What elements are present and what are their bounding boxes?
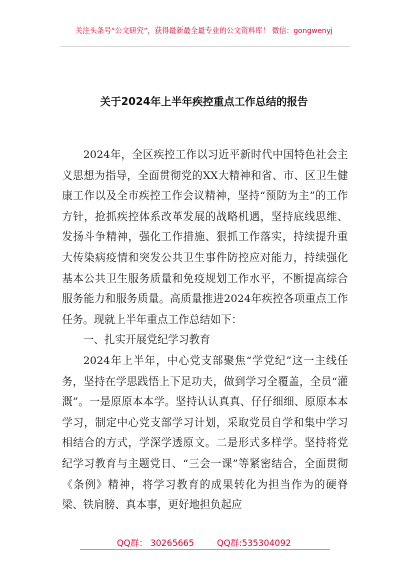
footer-qq-group-1: QQ群： 30265665: [116, 539, 195, 549]
paragraph-intro: 2024年，全区疾控工作以习近平新时代中国特色社会主义思想为指导，全面贯彻党的XX大精神和省、市、区卫生健康工作以及全市疾控工作会议精神，坚持“预防为主”的工作方针，抢抓疾控体系改革发展的战略机遇，坚持底线思维、发扬斗争精神，强化工作措施、狠抓工作落实，持续提升重大传染病疫情和突发公共卫生事件防控应对能力，持续强化基本公共卫生服务质量和免疫规划工作水平，不断提高综合服务能力和服务质量。高质量推进2024年疾控各项重点工作任务。现就上半年重点工作总结如下：: [62, 149, 348, 326]
footer-underline: [80, 549, 330, 550]
document-title: 关于2024年上半年疾控重点工作总结的报告: [100, 96, 308, 108]
section-heading-1: 一、扎实开展党纪学习教育: [83, 334, 211, 347]
footer-qq-group-2: QQ群:535304092: [216, 539, 292, 549]
document-body: [62, 145, 348, 516]
paragraph-section-1: 2024年上半年，中心党支部聚焦“学党纪”这一主线任务，坚持在学思践悟上下足功夫，做到学习全覆盖，全员“灌溉”。一是原原本本学。坚持认认真真、仔仔细细、原原本本学习，制定中心党支部学习计划，采取党员自学和集中学习相结合的方式，学深学透原文。二是形式多样学。坚持将党纪学习教育与主题党日、“三会一课”等紧密结合，全面贯彻《条例》精神，将学习教育的成果转化为担当作为的硬脊梁、铁肩膀、真本事，更好地担负起应: [62, 354, 348, 512]
footer-contact: [0, 537, 408, 549]
header-banner: 关注头条号“公文研究”，获得最新最全最专业的公文资料库！ 微信：gongwenyj: [75, 26, 333, 35]
header-divider: [60, 46, 350, 47]
